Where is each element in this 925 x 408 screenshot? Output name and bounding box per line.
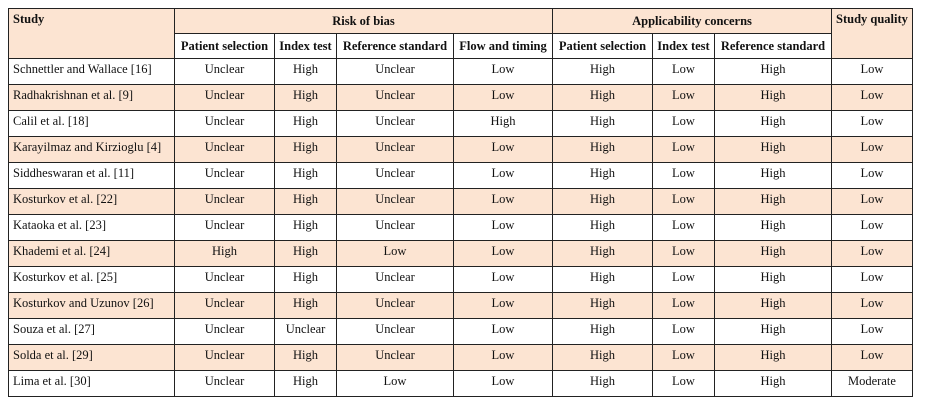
app-patient-selection-cell: High xyxy=(553,85,653,111)
rob-index-test-cell: High xyxy=(275,267,337,293)
study-quality-cell: Low xyxy=(832,267,913,293)
app-index-test-cell: Low xyxy=(653,267,715,293)
rob-index-test-cell: High xyxy=(275,189,337,215)
study-quality-cell: Low xyxy=(832,137,913,163)
study-quality-header: Study quality xyxy=(832,9,913,59)
app-patient-selection-cell: High xyxy=(553,215,653,241)
rob-reference-standard-cell: Unclear xyxy=(337,111,454,137)
study-name-cell: Karayilmaz and Kirzioglu [4] xyxy=(9,137,175,163)
quality-assessment-table xyxy=(8,8,913,397)
table-row xyxy=(9,163,913,189)
app-reference-standard-cell: High xyxy=(715,267,832,293)
rob-reference-standard-cell: Low xyxy=(337,241,454,267)
study-quality-cell: Low xyxy=(832,215,913,241)
applicability-header: Applicability concerns xyxy=(553,9,832,34)
rob-patient-selection-cell: Unclear xyxy=(175,137,275,163)
rob-flow-timing-cell: Low xyxy=(454,345,553,371)
table-row xyxy=(9,111,913,137)
rob-reference-standard-cell: Low xyxy=(337,371,454,397)
rob-patient-selection-cell: Unclear xyxy=(175,267,275,293)
rob-flow-timing-cell: Low xyxy=(454,59,553,85)
app-patient-selection-cell: High xyxy=(553,189,653,215)
rob-reference-standard-cell: Unclear xyxy=(337,137,454,163)
rob-reference-standard-cell: Unclear xyxy=(337,59,454,85)
rob-reference-standard-cell: Unclear xyxy=(337,293,454,319)
app-patient-selection-cell: High xyxy=(553,345,653,371)
app-reference-standard-cell: High xyxy=(715,215,832,241)
app-patient-selection-cell: High xyxy=(553,241,653,267)
study-name-cell: Lima et al. [30] xyxy=(9,371,175,397)
rob-reference-standard-cell: Unclear xyxy=(337,319,454,345)
app-reference-standard-header: Reference standard xyxy=(715,34,832,59)
table-row xyxy=(9,189,913,215)
study-name-cell: Souza et al. [27] xyxy=(9,319,175,345)
study-name-cell: Siddheswaran et al. [11] xyxy=(9,163,175,189)
app-reference-standard-cell: High xyxy=(715,163,832,189)
app-patient-selection-cell: High xyxy=(553,293,653,319)
rob-patient-selection-cell: Unclear xyxy=(175,293,275,319)
app-reference-standard-cell: High xyxy=(715,137,832,163)
rob-reference-standard-cell: Unclear xyxy=(337,189,454,215)
rob-index-test-cell: High xyxy=(275,111,337,137)
rob-index-test-cell: High xyxy=(275,241,337,267)
app-reference-standard-cell: High xyxy=(715,371,832,397)
rob-patient-selection-cell: Unclear xyxy=(175,319,275,345)
study-quality-cell: Low xyxy=(832,345,913,371)
rob-patient-selection-cell: Unclear xyxy=(175,163,275,189)
study-name-cell: Radhakrishnan et al. [9] xyxy=(9,85,175,111)
rob-flow-timing-cell: Low xyxy=(454,85,553,111)
app-index-test-cell: Low xyxy=(653,215,715,241)
table-row xyxy=(9,59,913,85)
app-index-test-cell: Low xyxy=(653,163,715,189)
rob-index-test-cell: High xyxy=(275,371,337,397)
study-quality-cell: Low xyxy=(832,111,913,137)
table-row xyxy=(9,293,913,319)
rob-reference-standard-cell: Unclear xyxy=(337,215,454,241)
rob-reference-standard-cell: Unclear xyxy=(337,345,454,371)
study-quality-cell: Low xyxy=(832,163,913,189)
table-row xyxy=(9,137,913,163)
table-row xyxy=(9,267,913,293)
rob-patient-selection-cell: Unclear xyxy=(175,189,275,215)
rob-flow-timing-cell: Low xyxy=(454,319,553,345)
rob-flow-timing-cell: Low xyxy=(454,371,553,397)
table-row xyxy=(9,371,913,397)
app-index-test-cell: Low xyxy=(653,293,715,319)
rob-reference-standard-cell: Unclear xyxy=(337,163,454,189)
app-index-test-cell: Low xyxy=(653,189,715,215)
rob-patient-selection-cell: Unclear xyxy=(175,345,275,371)
app-index-test-header: Index test xyxy=(653,34,715,59)
study-quality-cell: Low xyxy=(832,85,913,111)
app-index-test-cell: Low xyxy=(653,137,715,163)
rob-index-test-cell: High xyxy=(275,293,337,319)
rob-flow-timing-cell: Low xyxy=(454,189,553,215)
app-patient-selection-cell: High xyxy=(553,319,653,345)
rob-patient-selection-cell: Unclear xyxy=(175,371,275,397)
study-quality-cell: Low xyxy=(832,319,913,345)
app-reference-standard-cell: High xyxy=(715,293,832,319)
study-quality-cell: Low xyxy=(832,59,913,85)
app-reference-standard-cell: High xyxy=(715,241,832,267)
study-quality-cell: Moderate xyxy=(832,371,913,397)
rob-index-test-cell: High xyxy=(275,85,337,111)
rob-flow-timing-cell: Low xyxy=(454,241,553,267)
app-patient-selection-cell: High xyxy=(553,111,653,137)
table-body xyxy=(9,59,913,397)
table-row xyxy=(9,215,913,241)
app-index-test-cell: Low xyxy=(653,319,715,345)
study-name-cell: Kosturkov et al. [22] xyxy=(9,189,175,215)
app-reference-standard-cell: High xyxy=(715,85,832,111)
study-name-cell: Kataoka et al. [23] xyxy=(9,215,175,241)
app-patient-selection-cell: High xyxy=(553,163,653,189)
rob-flow-timing-cell: Low xyxy=(454,163,553,189)
rob-index-test-cell: High xyxy=(275,215,337,241)
study-name-cell: Schnettler and Wallace [16] xyxy=(9,59,175,85)
app-patient-selection-cell: High xyxy=(553,371,653,397)
rob-index-test-cell: High xyxy=(275,345,337,371)
study-name-cell: Kosturkov et al. [25] xyxy=(9,267,175,293)
rob-flow-timing-cell: Low xyxy=(454,215,553,241)
rob-patient-selection-header: Patient selection xyxy=(175,34,275,59)
rob-flow-timing-cell: High xyxy=(454,111,553,137)
app-reference-standard-cell: High xyxy=(715,59,832,85)
table-row xyxy=(9,85,913,111)
app-reference-standard-cell: High xyxy=(715,319,832,345)
study-quality-cell: Low xyxy=(832,189,913,215)
rob-reference-standard-cell: Unclear xyxy=(337,267,454,293)
rob-flow-timing-cell: Low xyxy=(454,137,553,163)
table-row xyxy=(9,319,913,345)
rob-patient-selection-cell: Unclear xyxy=(175,85,275,111)
rob-index-test-cell: High xyxy=(275,59,337,85)
rob-patient-selection-cell: Unclear xyxy=(175,59,275,85)
study-quality-cell: Low xyxy=(832,241,913,267)
rob-index-test-cell: High xyxy=(275,163,337,189)
app-patient-selection-cell: High xyxy=(553,137,653,163)
app-index-test-cell: Low xyxy=(653,59,715,85)
rob-index-test-cell: High xyxy=(275,137,337,163)
study-name-cell: Solda et al. [29] xyxy=(9,345,175,371)
study-quality-cell: Low xyxy=(832,293,913,319)
app-reference-standard-cell: High xyxy=(715,345,832,371)
study-name-cell: Calil et al. [18] xyxy=(9,111,175,137)
rob-reference-standard-header: Reference standard xyxy=(337,34,454,59)
app-patient-selection-cell: High xyxy=(553,59,653,85)
table-row xyxy=(9,241,913,267)
rob-flow-timing-cell: Low xyxy=(454,267,553,293)
study-header: Study xyxy=(9,9,175,59)
rob-index-test-cell: Unclear xyxy=(275,319,337,345)
rob-flow-timing-header: Flow and timing xyxy=(454,34,553,59)
rob-flow-timing-cell: Low xyxy=(454,293,553,319)
rob-reference-standard-cell: Unclear xyxy=(337,85,454,111)
app-patient-selection-header: Patient selection xyxy=(553,34,653,59)
app-index-test-cell: Low xyxy=(653,85,715,111)
rob-patient-selection-cell: High xyxy=(175,241,275,267)
rob-patient-selection-cell: Unclear xyxy=(175,111,275,137)
app-index-test-cell: Low xyxy=(653,345,715,371)
app-reference-standard-cell: High xyxy=(715,111,832,137)
rob-patient-selection-cell: Unclear xyxy=(175,215,275,241)
risk-of-bias-header: Risk of bias xyxy=(175,9,553,34)
app-index-test-cell: Low xyxy=(653,371,715,397)
app-index-test-cell: Low xyxy=(653,241,715,267)
app-index-test-cell: Low xyxy=(653,111,715,137)
table-row xyxy=(9,345,913,371)
study-name-cell: Khademi et al. [24] xyxy=(9,241,175,267)
app-reference-standard-cell: High xyxy=(715,189,832,215)
rob-index-test-header: Index test xyxy=(275,34,337,59)
study-name-cell: Kosturkov and Uzunov [26] xyxy=(9,293,175,319)
app-patient-selection-cell: High xyxy=(553,267,653,293)
